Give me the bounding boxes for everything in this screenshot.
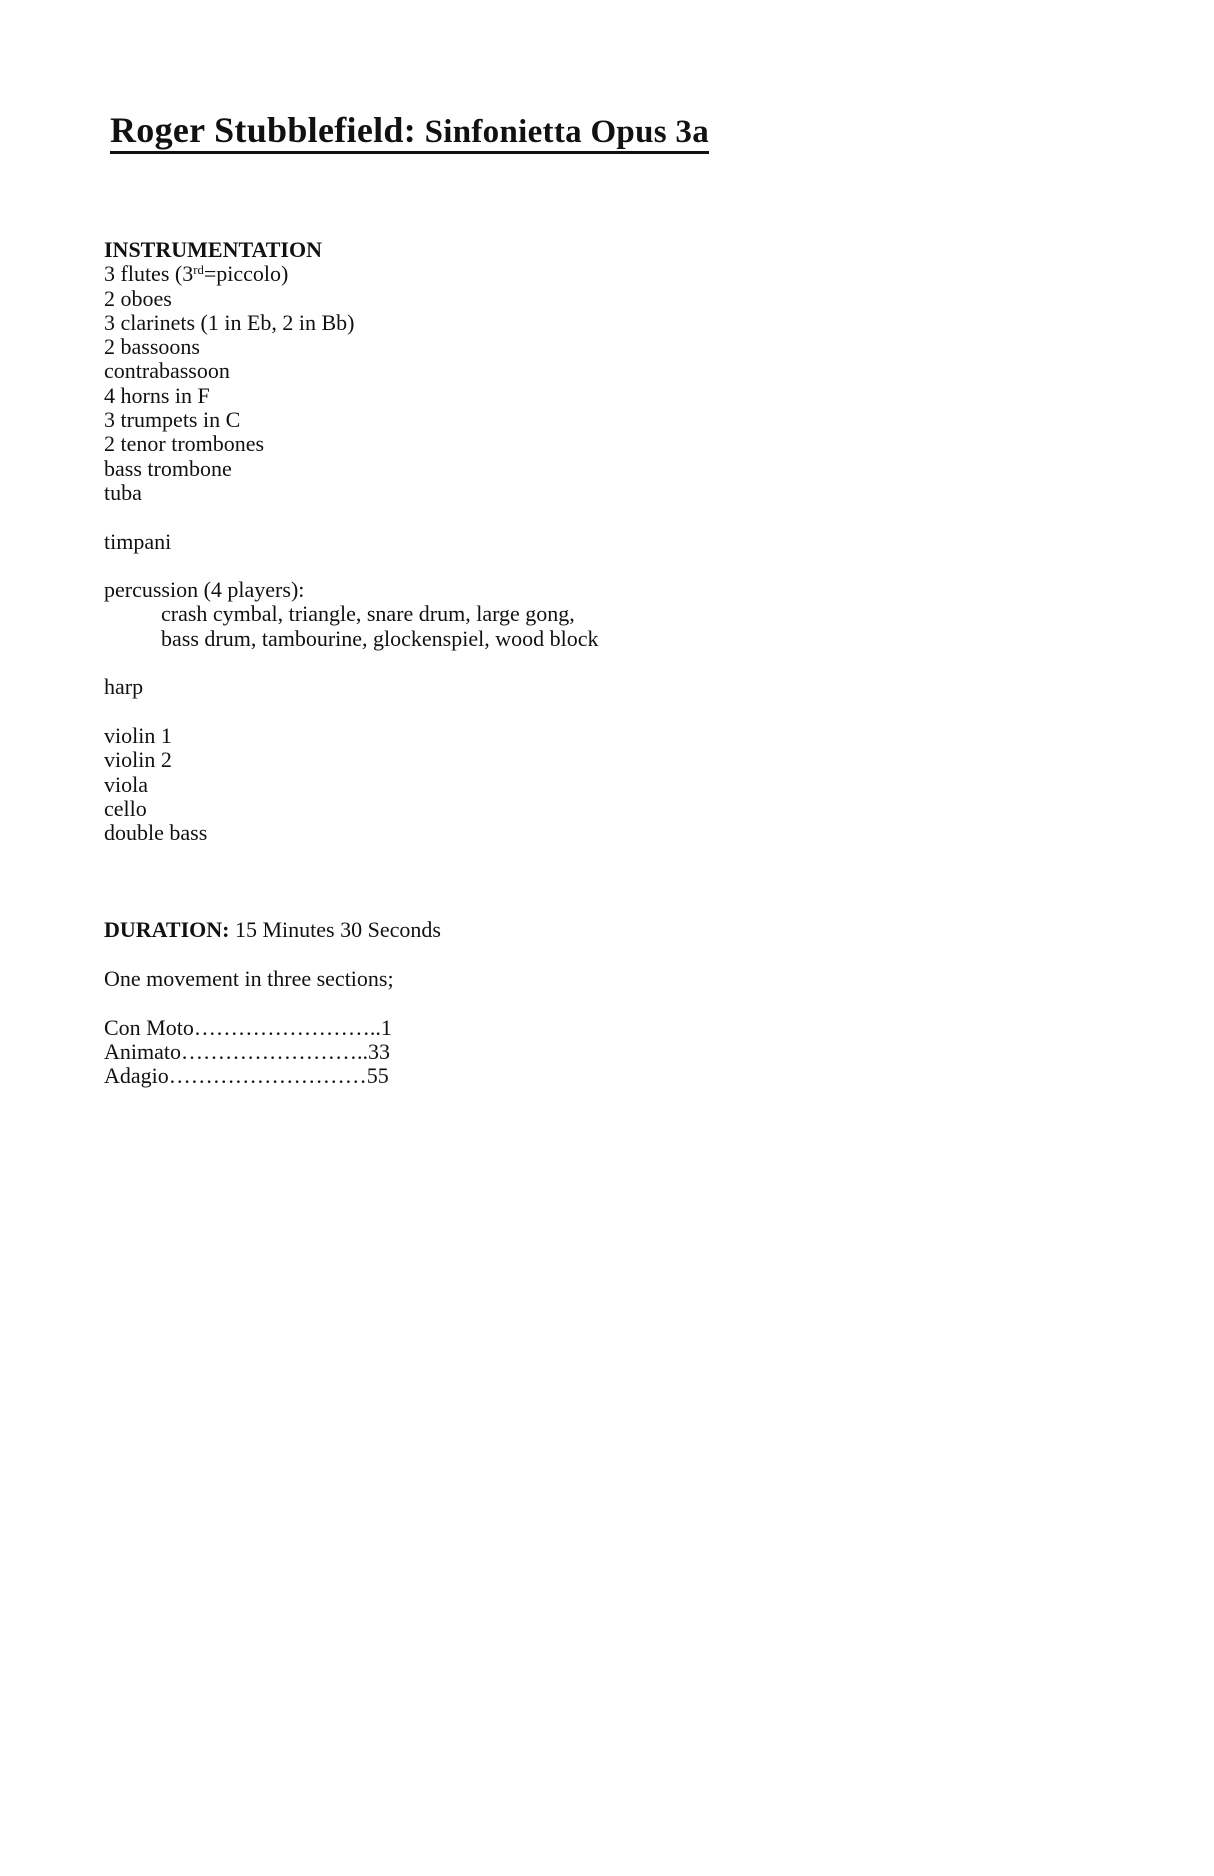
instrument-violin-2: violin 2 [104, 747, 172, 773]
duration-value: 15 Minutes 30 Seconds [229, 917, 441, 943]
instrument-viola: viola [104, 771, 148, 797]
blank-line [104, 870, 598, 894]
instrument-trumpets: 3 trumpets in C [104, 407, 241, 433]
flutes-pre: 3 flutes (3 [104, 261, 194, 287]
blank-line [104, 700, 598, 724]
blank-line [104, 651, 598, 675]
instrument-tuba: tuba [104, 479, 142, 505]
duration-label: DURATION: [104, 917, 230, 943]
blank-line [104, 845, 598, 869]
title-composer: Roger Stubblefield: [110, 110, 417, 150]
document-title [110, 112, 709, 154]
instrument-horns: 4 horns in F [104, 382, 210, 408]
instrument-double-bass: double bass [104, 820, 208, 846]
blank-line [104, 894, 598, 918]
blank-line [104, 554, 598, 578]
flutes-post: =piccolo) [203, 261, 289, 287]
instrument-bassoons: 2 bassoons [104, 334, 200, 360]
duration-line [104, 918, 598, 942]
percussion-items-row-2: bass drum, tambourine, glockenspiel, wood block [161, 625, 599, 651]
instrument-oboes: 2 oboes [104, 285, 172, 311]
instrument-tenor-trombones: 2 tenor trombones [104, 431, 265, 457]
instrument-violin-1: violin 1 [104, 722, 172, 748]
flutes-superscript: rd [193, 263, 204, 278]
percussion-heading: percussion (4 players): [104, 577, 305, 603]
instrument-cello: cello [104, 795, 147, 821]
instrument-timpani: timpani [104, 528, 172, 554]
instrument-flutes [104, 262, 598, 286]
toc-adagio: Adagio………………………55 [104, 1063, 389, 1089]
title-work: Sinfonietta Opus 3a [416, 114, 710, 150]
instrumentation-heading: INSTRUMENTATION [104, 237, 322, 262]
blank-line [104, 505, 598, 529]
toc-animato: Animato……………………..33 [104, 1038, 390, 1064]
instrument-bass-trombone: bass trombone [104, 455, 232, 481]
instrument-harp: harp [104, 674, 144, 700]
blank-line [104, 991, 598, 1015]
instrument-contrabassoon: contrabassoon [104, 358, 230, 384]
blank-line [104, 943, 598, 967]
percussion-items-row-1: crash cymbal, triangle, snare drum, large gong, [161, 601, 575, 627]
movement-note: One movement in three sections; [104, 965, 394, 991]
document-body [104, 238, 598, 1088]
toc-con-moto: Con Moto……………………..1 [104, 1014, 392, 1040]
instrument-clarinets: 3 clarinets (1 in Eb, 2 in Bb) [104, 309, 355, 335]
